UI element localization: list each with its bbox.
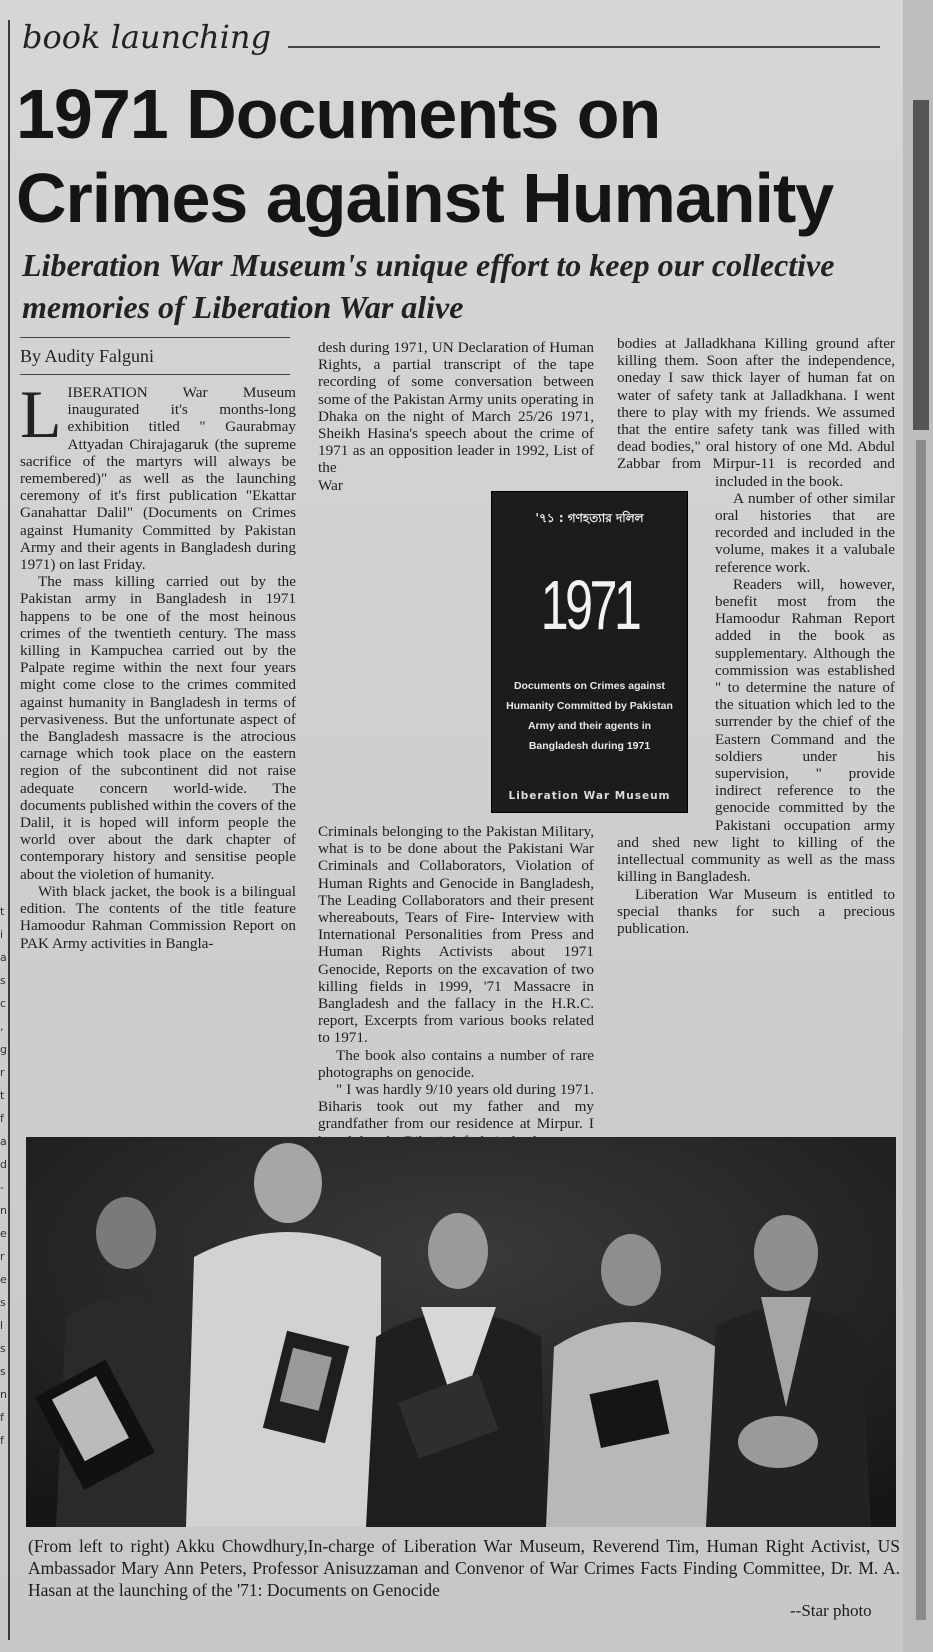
headline: 1971 Documents on Crimes against Humanity <box>16 75 834 237</box>
book-year: 1971 <box>540 566 639 644</box>
paragraph: With black jacket, the book is a bilingual edition. The contents of the title feature Hamoodur Rahman Commission Report on PAK Army activities in Bangla- <box>20 882 296 952</box>
kicker-rule <box>288 46 880 48</box>
subheadline: Liberation War Museum's unique effort to keep our collective memories of Liberation War alive <box>22 247 835 325</box>
paragraph: The book also contains a number of rare photographs on genocide. <box>318 1046 594 1081</box>
launch-photo <box>26 1137 896 1527</box>
paragraph: " I was hardly 9/10 years old during 1971. Biharis took out my father and my grandfather from our residence at Mirpur. I <box>318 1081 594 1133</box>
paragraph-text: desh during 1971, UN Declaration of Human Rights, a partial transcript of the tape recording of some conversation between some of the Pakistan Army units operating in Dhaka on the night of March 25/26 1971, Sheikh Hasina's speech about the crime of 1971 as an opposition leader in 1992, List of the War Criminals belonging to the Pakistan Military, what is to be done about the Pakistani War Criminals and Collaborators, Violation of Human Rights and Genocide in Bangladesh, The Leading Collaborators and their present whereabouts, Tears of Fire- Interview with International Personalities from Press and Human Rights Activists about 1971 Genocide, Reports on the excavation of two killing fields in 1999, '71 Massacre in Bangladesh and the fallacy in the H.R.C. report, Excerpts from various books related to 1971. <box>318 339 594 1047</box>
paragraph: The mass killing carried out by the Pakistan army in Bangladesh in 1971 happens to be one of the most heinous crimes of the twentieth century. The mass killing in Kampuchea carried out by the Palpate regime within the next four years might come close to the crimes commited against humanity in Bangladesh in terms of pervasiveness. But the unfortunate aspect of the Bangladesh massacre is the atrocious carnage which took place on the eastern region of the subcontinent did not raise adequate concern world-wide. The documents published within the covers of the Dalil, it is hoped will inform people the world over about the dark chapter of contemporary history and sensitise people about the violetion of humanity. <box>20 573 296 883</box>
byline-rule <box>20 374 290 375</box>
book-cover-image <box>492 492 687 812</box>
drop-cap: L <box>20 376 62 452</box>
paragraph: Liberation War Museum is entitled to special thanks for such a precious publication. <box>617 885 895 937</box>
column-rule-left <box>8 20 10 1640</box>
paragraph: Readers will, however, benefit most from the Hamoodur Rahman Report added in the book as supplementary. Although the commission was established " to determine the nature of the situation which led to the surrender by the chief of the Eastern Command and the soldiers under his supervision, " provide indirect reference to the genocide committed by the Pakistani occupation army and shed new light to killing of the intellectual community as well as the mass killing in Bangladesh. <box>617 575 895 886</box>
photo-caption: (From left to right) Akku Chowdhury,In-charge of Liberation War Museum, Reverend Tim, Human Right Activist, US Ambassador Mary Ann Peters, Professor Anisuzzaman and Convenor of War Crimes Facts Finding Committee, Dr. M. A. Hasan at the launching of the '71: Documents on Genocide <box>28 1536 900 1600</box>
byline: By Audity Falguni <box>20 346 155 366</box>
byline-rule <box>20 337 290 338</box>
paragraph <box>20 376 296 574</box>
paragraph-text: bodies at Jalladkhana Killing ground after killing them. Soon after the independence, oneday I saw thick layer of human fat on water of safety tank at Jalladkhana. I went there to play with my friends. We assumed that the entire safety tank was filled with dead bodies," oral history of one Md. Abdul Zabbar from Mirpur-11 is recorded and included in the book. <box>617 335 895 490</box>
adjacent-column-fragments: t i a s c , g r t f a d - n e r e s l s s n f f <box>0 905 7 1447</box>
section-kicker: book launching <box>22 18 271 56</box>
article-column-1 <box>20 376 296 952</box>
adjacent-grey-bar <box>916 440 926 1620</box>
paragraph <box>617 335 895 490</box>
book-publisher: Liberation War Museum <box>508 790 671 802</box>
group-photo-illustration <box>26 1137 896 1527</box>
paragraph-text: IBERATION War Museum inaugurated it's months-long exhibition titled " Gaurabmay Attyadan Chirajagaruk (the supreme sacrifice of the martyrs will always be remembered)" as well as the launching ceremony of it's first publication "Ekattar Ganahattar Dalil" (Documents on Crimes against Humanity Committed by Pakistan Army and their agents in Bangladesh during 1971) on last Friday. <box>20 384 296 574</box>
book-bangla-title: '৭১ : গণহত্যার দলিল <box>535 511 644 525</box>
photo-credit: --Star photo <box>790 1601 872 1620</box>
adjacent-dark-bar <box>913 100 929 430</box>
book-title: Documents on Crimes against Humanity Committed by Pakistan Army and their agents in Bangladesh during 1971 <box>506 680 673 752</box>
paragraph: A number of other similar oral histories that are recorded and included in the volume, makes it a valubale reference work. <box>715 489 895 576</box>
